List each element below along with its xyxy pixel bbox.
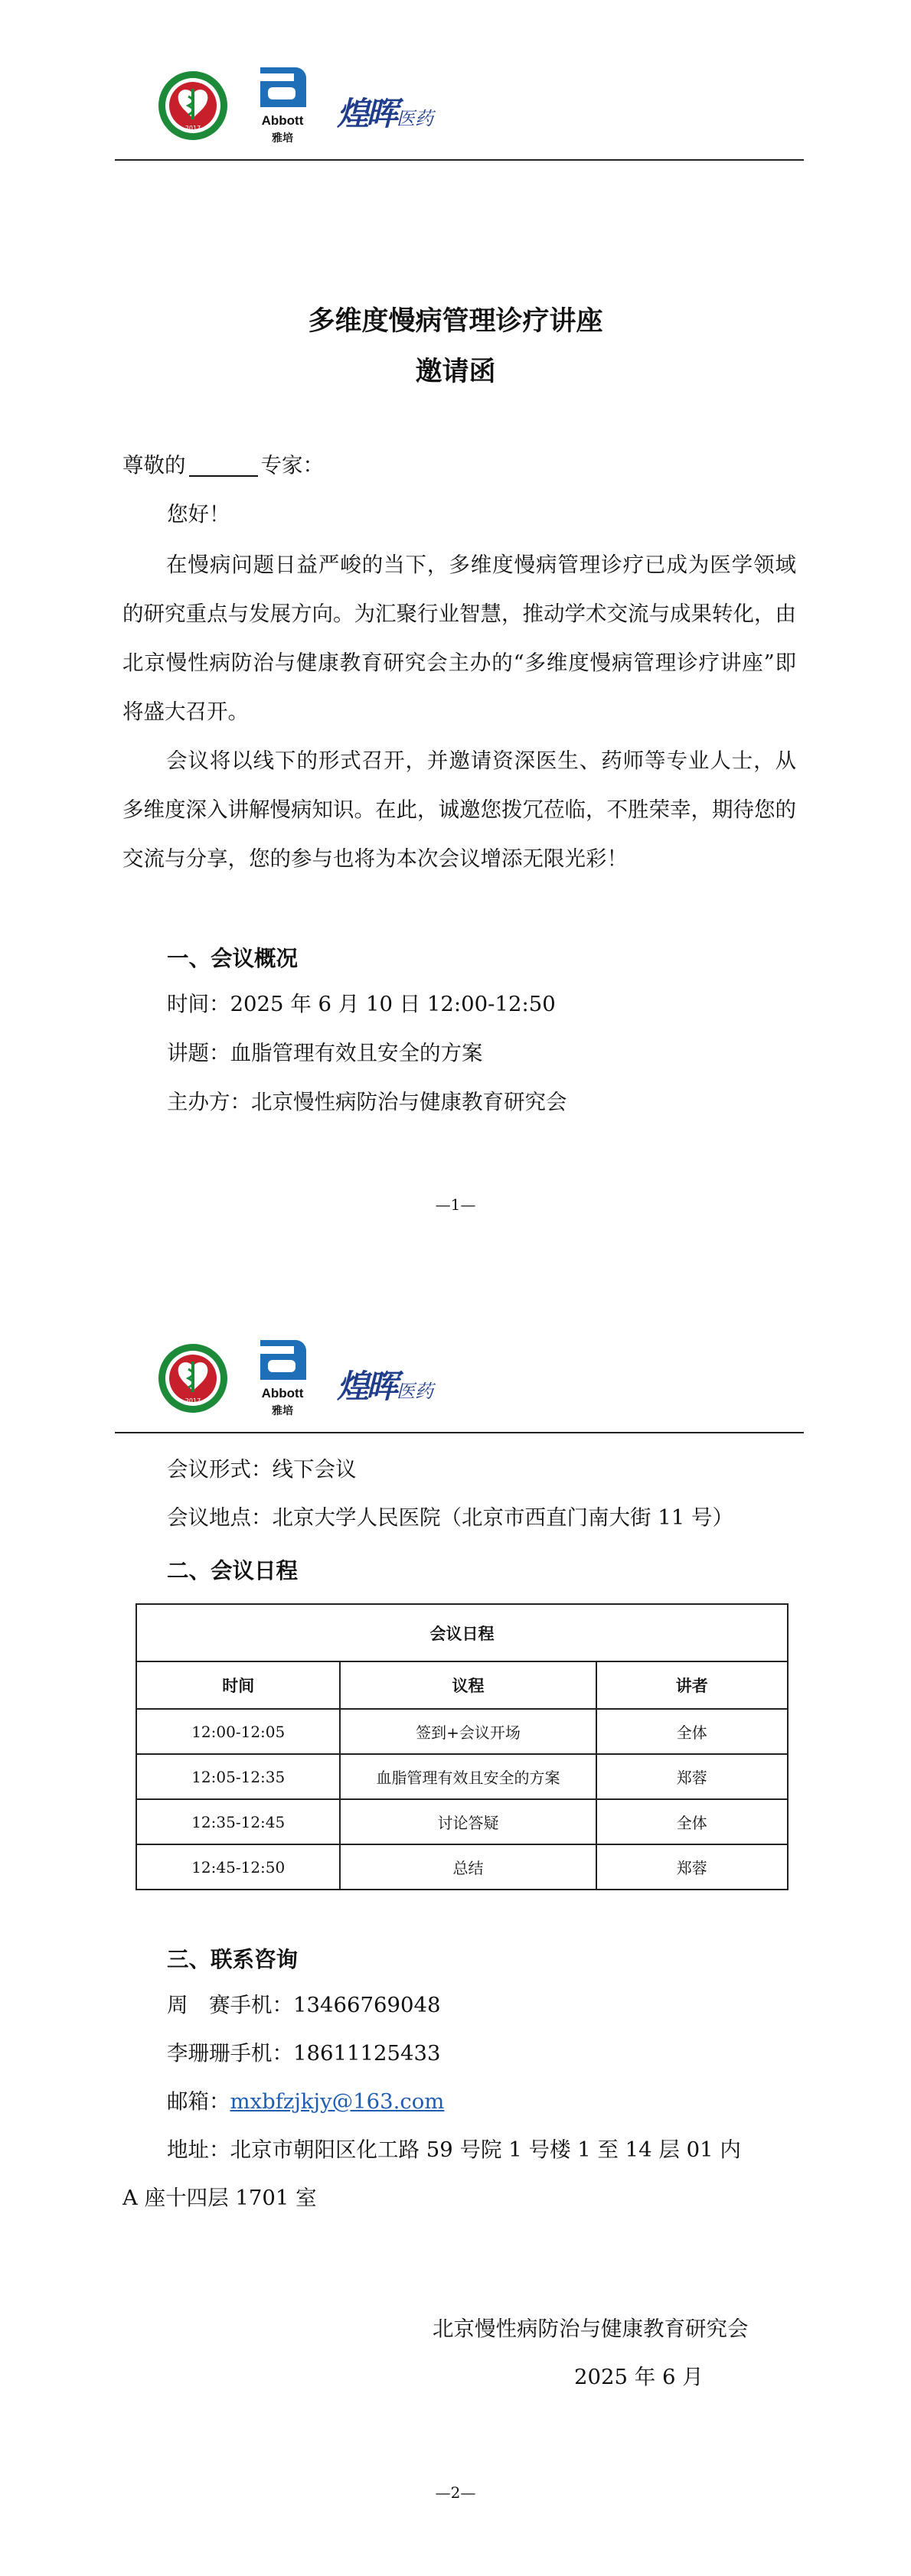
- column-header-time: 时间: [136, 1661, 340, 1709]
- schedule-header-row: [136, 1661, 788, 1709]
- abbott-chinese-name: 雅培: [272, 1405, 293, 1417]
- column-header-speaker: 讲者: [596, 1661, 788, 1709]
- meeting-topic: 讲题：血脂管理有效且安全的方案: [167, 1041, 483, 1065]
- section-contact-heading: 三、联系咨询: [167, 1947, 299, 1972]
- cell-agenda: 讨论答疑: [340, 1799, 596, 1844]
- huihui-brand-suffix: 医药: [397, 108, 434, 129]
- greeting: 您好！: [167, 502, 230, 527]
- meeting-venue: 会议地点：北京大学人民医院（北京市西直门南大街 11 号）: [167, 1505, 733, 1530]
- abbott-logo: [253, 64, 312, 148]
- huihui-brand-suffix: 医药: [397, 1381, 434, 1402]
- letterhead: [115, 61, 804, 161]
- salutation-blank: [189, 455, 258, 477]
- cell-time: 12:05-12:35: [136, 1754, 340, 1799]
- email-label: 邮箱：: [167, 2089, 230, 2114]
- column-header-agenda: 议程: [340, 1661, 596, 1709]
- salutation-suffix: 专家：: [260, 453, 324, 478]
- contact-email: [167, 2079, 444, 2124]
- header-rule: [115, 1432, 804, 1433]
- abbott-wordmark: Abbott: [261, 1386, 304, 1400]
- cell-speaker: 全体: [596, 1799, 788, 1844]
- huihui-brand-mark: 煌晖: [337, 95, 396, 132]
- address-line-1: 地址：北京市朝阳区化工路 59 号院 1 号楼 1 至 14 层 01 内: [167, 2137, 741, 2162]
- salutation-prefix: 尊敬的: [122, 453, 186, 478]
- contact-li: 李珊珊手机：18611125433: [167, 2041, 441, 2066]
- cell-speaker: 全体: [596, 1709, 788, 1754]
- page-subtitle: 邀请函: [415, 357, 496, 387]
- abbott-logo: [253, 1337, 312, 1421]
- schedule-caption: 会议日程: [136, 1604, 788, 1661]
- abbott-a-icon: [253, 1337, 312, 1383]
- cell-time: 12:45-12:50: [136, 1844, 340, 1890]
- association-logo-icon: [158, 70, 228, 141]
- huihui-pharma-logo: [337, 89, 459, 135]
- page-number: —2—: [435, 2483, 476, 2502]
- meeting-time: 时间：2025 年 6 月 10 日 12:00-12:50: [167, 992, 556, 1016]
- contact-zhou: 周 赛手机：13466769048: [167, 1993, 441, 2017]
- abbott-chinese-name: 雅培: [272, 132, 293, 145]
- section-schedule-heading: 二、会议日程: [167, 1558, 299, 1583]
- table-row: [136, 1844, 788, 1890]
- signature-date: 2025 年 6 月: [574, 2365, 704, 2389]
- huihui-brand-mark: 煌晖: [337, 1368, 396, 1405]
- address-line-2: A 座十四层 1701 室: [122, 2186, 317, 2210]
- page-title: 多维度慢病管理诊疗讲座: [308, 306, 603, 337]
- meeting-host: 主办方：北京慢性病防治与健康教育研究会: [167, 1090, 567, 1114]
- table-row: [136, 1754, 788, 1799]
- signature-organization: 北京慢性病防治与健康教育研究会: [433, 2317, 749, 2341]
- abbott-wordmark: Abbott: [261, 113, 304, 128]
- table-row: [136, 1799, 788, 1844]
- cell-time: 12:00-12:05: [136, 1709, 340, 1754]
- section-overview-heading: 一、会议概况: [167, 946, 299, 971]
- huihui-pharma-logo: [337, 1361, 459, 1407]
- cell-speaker: 郑蓉: [596, 1754, 788, 1799]
- cell-agenda: 签到+会议开场: [340, 1709, 596, 1754]
- cell-agenda: 总结: [340, 1844, 596, 1890]
- association-logo-year: 2017: [184, 125, 201, 132]
- email-link[interactable]: mxbfzjkjy@163.com: [230, 2089, 445, 2114]
- schedule-table: [136, 1603, 789, 1890]
- salutation: [122, 442, 324, 488]
- intro-paragraph: 在慢病问题日益严峻的当下，多维度慢病管理诊疗已成为医学领域的研究重点与发展方向。为汇聚行业智慧，推动学术交流与成果转化，由北京慢性病防治与健康教育研究会主办的“多维度慢病管理诊疗讲座”即将盛大召开。: [122, 553, 796, 724]
- cell-agenda: 血脂管理有效且安全的方案: [340, 1754, 596, 1799]
- meeting-format: 会议形式：线下会议: [167, 1457, 357, 1482]
- cell-speaker: 郑蓉: [596, 1844, 788, 1890]
- header-rule: [115, 159, 804, 161]
- letterhead: [115, 1334, 804, 1433]
- page-number: —1—: [435, 1195, 476, 1214]
- invitation-paragraph: 会议将以线下的形式召开，并邀请资深医生、药师等专业人士，从多维度深入讲解慢病知识。在此，诚邀您拨冗莅临，不胜荣幸，期待您的交流与分享，您的参与也将为本次会议增添无限光彩！: [122, 748, 796, 871]
- association-logo-year: 2017: [184, 1397, 201, 1404]
- association-logo-icon: [158, 1343, 228, 1414]
- cell-time: 12:35-12:45: [136, 1799, 340, 1844]
- schedule-caption-row: [136, 1604, 788, 1661]
- table-row: [136, 1709, 788, 1754]
- page-2: [0, 1288, 911, 2576]
- abbott-a-icon: [253, 64, 312, 110]
